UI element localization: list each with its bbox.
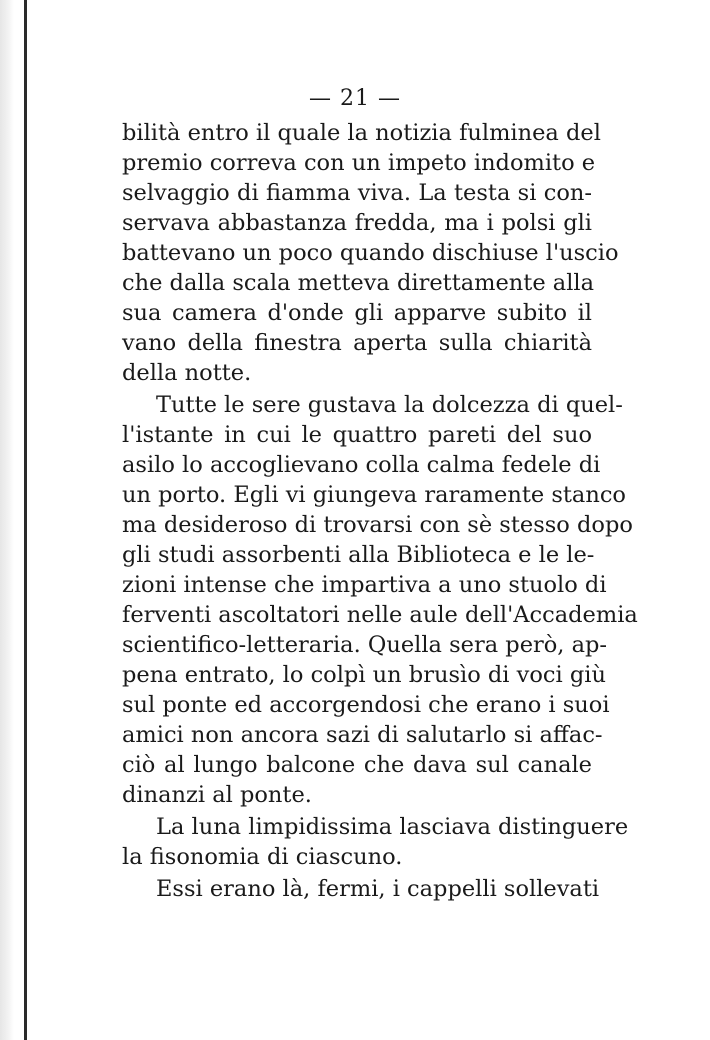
- text-line: selvaggio di fiamma viva. La testa si con-: [122, 180, 592, 206]
- page-spine-edge: [24, 0, 27, 1040]
- text-line: dinanzi al ponte.: [122, 782, 312, 808]
- text-line: ma desideroso di trovarsi con sè stesso dopo: [122, 512, 633, 538]
- text-line: ferventi ascoltatori nelle aule dell'Accademia: [122, 602, 638, 628]
- paragraph-2: [122, 390, 638, 810]
- text-line: vano della finestra aperta sulla chiarità: [122, 330, 592, 356]
- paragraph-3: [122, 812, 629, 872]
- text-line: zioni intense che impartiva a uno stuolo di: [122, 572, 607, 598]
- text-line: pena entrato, lo colpì un brusìo di voci giù: [122, 662, 606, 688]
- text-line: bilità entro il quale la notizia fulminea del: [122, 120, 601, 146]
- text-line: della notte.: [122, 360, 252, 386]
- paragraph-1: [122, 118, 619, 388]
- text-line: scientifico-letteraria. Quella sera però, ap-: [122, 632, 608, 658]
- text-line: battevano un poco quando dischiuse l'uscio: [122, 240, 619, 266]
- text-line: sua camera d'onde gli apparve subito il: [122, 300, 592, 326]
- text-line: servava abbastanza fredda, ma i polsi gli: [122, 210, 592, 236]
- text-line: sul ponte ed accorgendosi che erano i suoi: [122, 692, 610, 718]
- text-line: un porto. Egli vi giungeva raramente stanco: [122, 482, 626, 508]
- text-line: l'istante in cui le quattro pareti del suo: [122, 422, 592, 448]
- text-line: Essi erano là, fermi, i cappelli sollevati: [156, 876, 600, 902]
- body-text: [122, 118, 638, 904]
- text-line: amici non ancora sazi di salutarlo si affac-: [122, 722, 603, 748]
- text-line: La luna limpidissima lasciava distinguere: [156, 814, 629, 840]
- page-number: — 21 —: [309, 86, 401, 111]
- text-line: Tutte le sere gustava la dolcezza di quel-: [156, 392, 623, 418]
- text-line: asilo lo accoglievano colla calma fedele di: [122, 452, 601, 478]
- text-line: la fisonomia di ciascuno.: [122, 844, 403, 870]
- paragraph-4: [122, 874, 600, 904]
- text-line: che dalla scala metteva direttamente alla: [122, 270, 595, 296]
- text-line: gli studi assorbenti alla Biblioteca e le le-: [122, 542, 595, 568]
- text-line: premio correva con un impeto indomito e: [122, 150, 596, 176]
- text-line: ciò al lungo balcone che dava sul canale: [122, 752, 592, 778]
